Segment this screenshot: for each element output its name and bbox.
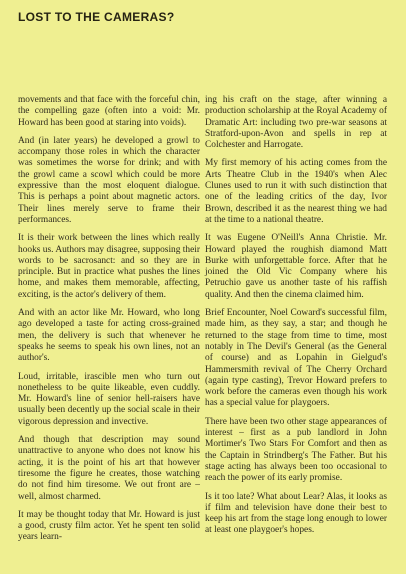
paragraph: ing his craft on the stage, after winning a production scholarship at the Royal Academy of Dramatic Art: including two pre-war seasons at Stratford-upon-Avon and spells in rep at Colchester and Harrogate. (205, 95, 387, 151)
paragraph: And with an actor like Mr. Howard, who long ago developed a taste for acting cross-grained men, the delivery is such that whenever he speaks he seems to speak his own lines, not an author's. (18, 308, 200, 364)
paragraph: And though that description may sound unattractive to anyone who does not know his acting, it is the point of his art that however tiresome the figure he creates, those watching do not find him tiresome. We out front are – well, almost charmed. (18, 435, 200, 502)
paragraph: Brief Encounter, Noel Coward's successful film, made him, as they say, a star; and though he returned to the stage from time to time, most notably in The Devil's General (as the General of course) and as Lopahin in Gielgud's Hammersmith revival of The Cherry Orchard (again type casting), Trevor Howard prefers to work before the cameras even though his work has a special value for playgoers. (205, 308, 387, 409)
right-column (205, 95, 387, 544)
left-column (18, 95, 200, 551)
photo-area (18, 30, 388, 86)
paragraph: It was Eugene O'Neill's Anna Christie. Mr. Howard played the roughish diamond Matt Burke with unforgettable force. After that he joined the Old Vic Company where his Petruchio gave us another taste of his raffish quality. And then the cinema claimed him. (205, 233, 387, 300)
article-header: LOST TO THE CAMERAS? (18, 10, 175, 24)
paragraph: It may be thought today that Mr. Howard is just a good, crusty film actor. Yet he spent ten solid years learn- (18, 509, 200, 543)
paragraph: It is their work between the lines which really hooks us. Authors may disagree, supposing their words to be sacrosanct: and so they are in principle. But in practice what pushes the lines home, and makes them memorable, affecting, exciting, is the actor's delivery of them. (18, 233, 200, 300)
paragraph: And (in later years) he developed a growl to accompany those roles in which the character was sometimes the worse for drink; and with the growl came a scowl which could be more expressive than the most eloquent dialogue. This is perhaps a point about magnetic actors. Their lines merely serve to frame their performances. (18, 135, 200, 225)
paragraph: My first memory of his acting comes from the Arts Theatre Club in the 1940's when Alec Clunes used to run it with such distinction that one of the leading critics of the day, Ivor Brown, described it as the nearest thing we had at the time to a national theatre. (205, 158, 387, 225)
paragraph: movements and that face with the forceful chin, the compelling gaze (often into a void: Mr. Howard has been good at staring into voids). (18, 95, 200, 128)
paragraph: Is it too late? What about Lear? Alas, it looks as if film and television have done their best to keep his art from the stage long enough to lower at least one playgoer's hopes. (205, 491, 387, 536)
paragraph: There have been two other stage appearances of interest – first as a pub landlord in John Mortimer's Two Stars For Comfort and then as the Captain in Strindberg's The Father. But his stage acting has always been too occasional to reach the power of its early promise. (205, 416, 387, 484)
paragraph: Loud, irritable, irascible men who turn out nonetheless to be quite likeable, even cuddly. Mr. Howard's line of senior hell-raisers have usually been decently up the social scale in their vigorous depression and invective. (18, 371, 200, 427)
